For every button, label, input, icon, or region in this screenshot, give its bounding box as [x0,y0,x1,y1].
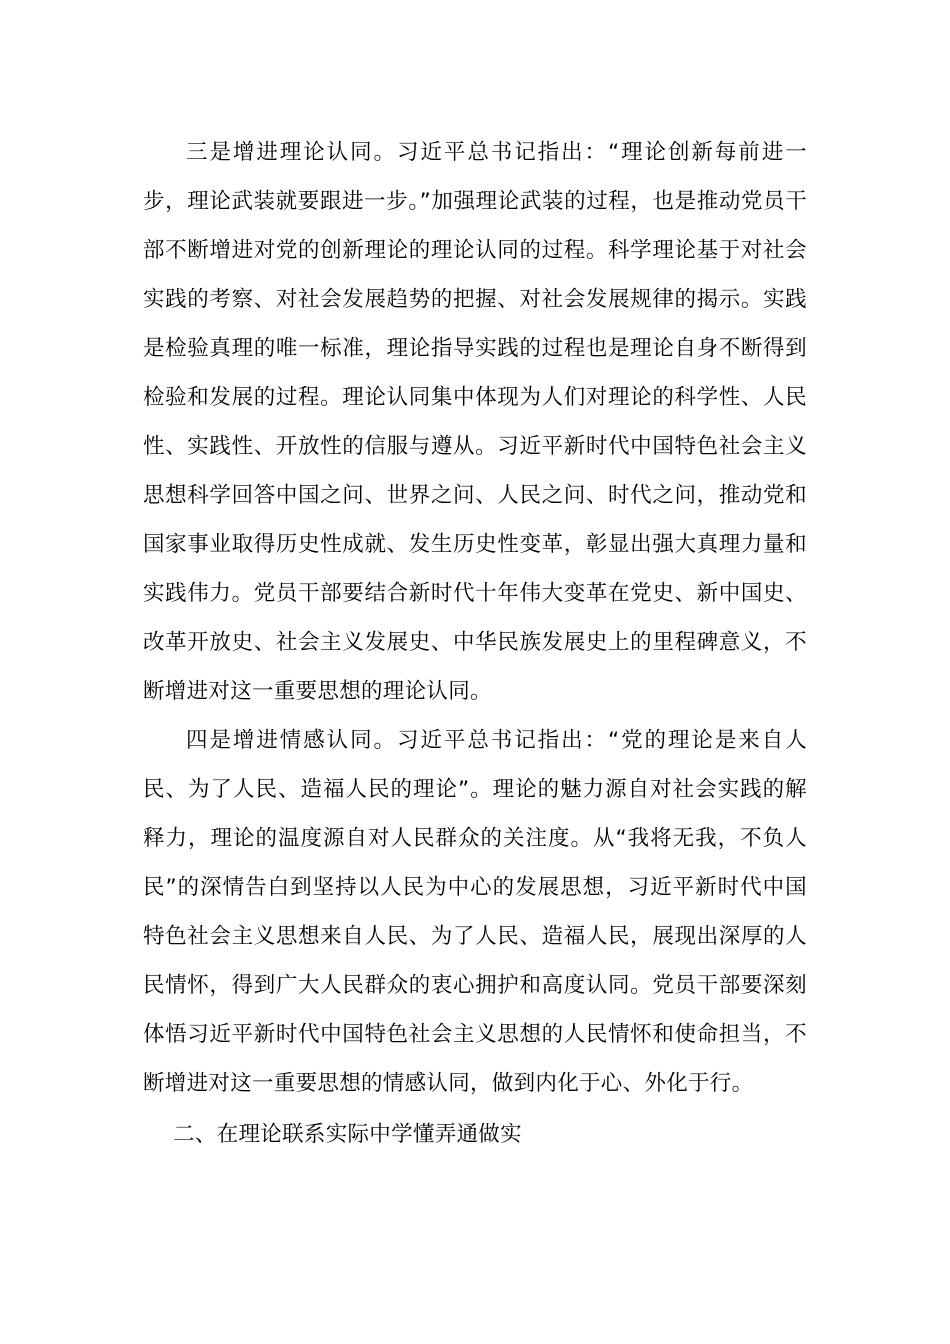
paragraph-theory-identification: 三是增进理论认同。习近平总书记指出：“理论创新每前进一步，理论武装就要跟进一步。”加强理论武装的过程，也是推动党员干部不断增进对党的创新理论的理论认同的过程。科学理论基于对社会实践的考察、对社会发展趋势的把握、对社会发展规律的揭示。实践是检验真理的唯一标准，理论指导实践的过程也是理论自身不断得到检验和发展的过程。理论认同集中体现为人们对理论的科学性、人民性、实践性、开放性的信服与遵从。习近平新时代中国特色社会主义思想科学回答中国之问、世界之问、人民之问、时代之问，推动党和国家事业取得历史性成就、发生历史性变革，彰显出强大真理力量和实践伟力。党员干部要结合新时代十年伟大变革在党史、新中国史、改革开放史、社会主义发展史、中华民族发展史上的里程碑意义，不断增进对这一重要思想的理论认同。 [143,140,807,704]
paragraph-emotional-identification: 四是增进情感认同。习近平总书记指出：“党的理论是来自人民、为了人民、造福人民的理论”。理论的魅力源自对社会实践的解释力，理论的温度源自对人民群众的关注度。从“我将无我，不负人民”的深情告白到坚持以人民为中心的发展思想，习近平新时代中国特色社会主义思想来自人民、为了人民、造福人民，展现出深厚的人民情怀，得到广大人民群众的衷心拥护和高度认同。党员干部要深刻体悟习近平新时代中国特色社会主义思想的人民情怀和使命担当，不断增进对这一重要思想的情感认同，做到内化于心、外化于行。 [143,728,807,1096]
section-heading: 二、在理论联系实际中学懂弄通做实 [173,1122,522,1147]
document-body [143,128,807,1159]
